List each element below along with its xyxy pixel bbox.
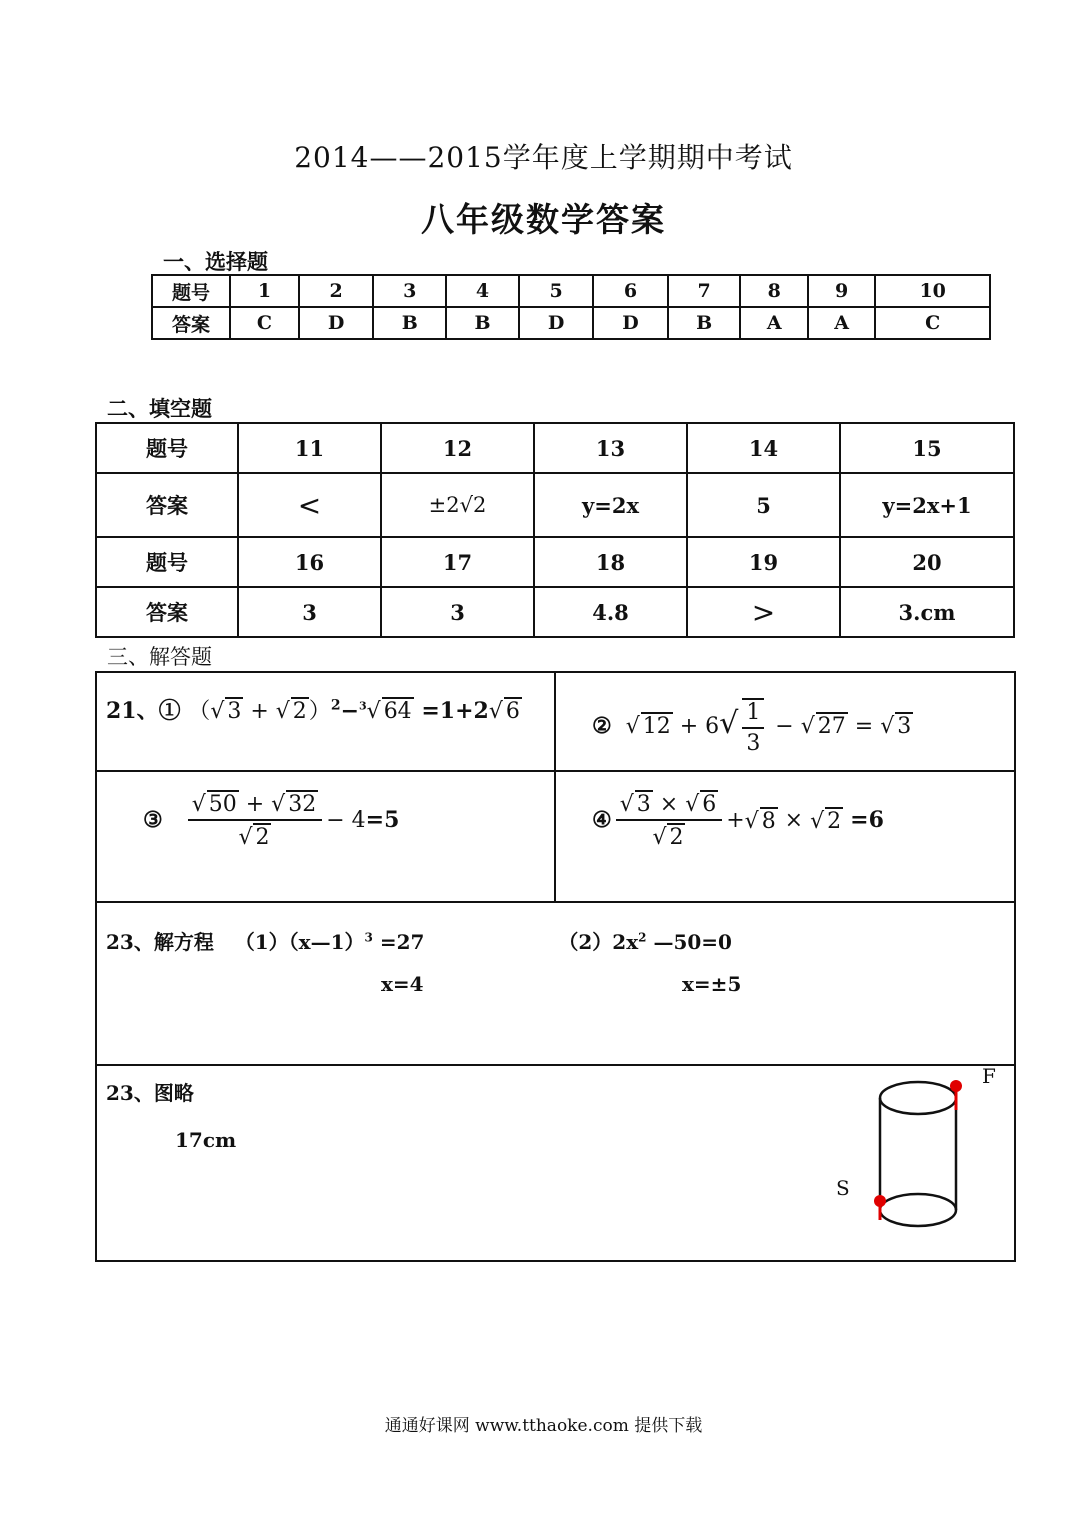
- choice-ans: D: [593, 307, 667, 339]
- fill-answer-row-1: [96, 473, 1014, 537]
- fill-number-row-2: [96, 537, 1014, 587]
- choice-answer-row: [152, 307, 990, 339]
- choice-ans: A: [740, 307, 807, 339]
- cylinder-figure: [860, 1070, 970, 1240]
- choice-num: 9: [808, 275, 875, 307]
- point-f: [950, 1080, 962, 1092]
- choice-num: 6: [593, 275, 667, 307]
- fill-ans: 4.8: [534, 587, 687, 637]
- choice-num: 7: [668, 275, 741, 307]
- q21-3-mark: ③: [143, 807, 163, 833]
- q23b-label: 23、图略: [106, 1081, 194, 1105]
- fill-num: 15: [840, 423, 1014, 473]
- fill-num: 16: [238, 537, 381, 587]
- fill-ans: 3: [381, 587, 534, 637]
- section3-heading: 三、解答题: [107, 645, 212, 669]
- choice-ans: B: [373, 307, 446, 339]
- fill-num: 12: [381, 423, 534, 473]
- choice-num: 10: [875, 275, 990, 307]
- fill-ans: 3.cm: [840, 587, 1014, 637]
- choice-ans: D: [519, 307, 593, 339]
- q21-2: ② √ 12 + 6√ $\frac{1}{3}$ − √ 27 = √ 3: [592, 700, 912, 756]
- divider: [95, 1064, 1016, 1066]
- choice-num: 3: [373, 275, 446, 307]
- q21-3-result: =5: [365, 807, 400, 833]
- section1-heading: 一、选择题: [163, 249, 268, 274]
- divider: [95, 901, 1016, 903]
- fill-ans: 5: [687, 473, 840, 537]
- fill-answer-row-2: [96, 587, 1014, 637]
- section2-heading: 二、填空题: [107, 396, 212, 421]
- footer-credit: 通通好课网 www.tthaoke.com 提供下载: [384, 1416, 703, 1436]
- fill-ans: y=2x+1: [840, 473, 1014, 537]
- choice-ans: C: [230, 307, 299, 339]
- choice-ans: D: [299, 307, 373, 339]
- fill-ans: 3: [238, 587, 381, 637]
- divider: [95, 770, 1016, 772]
- label-s: S: [836, 1176, 850, 1200]
- fill-ans: ±2√2: [381, 473, 534, 537]
- q21-prefix: 21、①: [106, 698, 181, 724]
- fill-num: 14: [687, 423, 840, 473]
- q23a-part2: （2）2x: [558, 930, 639, 954]
- fill-table: [95, 422, 1015, 638]
- choice-table: [151, 274, 991, 340]
- label-f: F: [982, 1064, 996, 1088]
- fill-num: 18: [534, 537, 687, 587]
- answer-title: 八年级数学答案: [421, 200, 666, 239]
- choice-num-label: 题号: [152, 275, 230, 307]
- exam-title: 2014——2015学年度上学期期中考试: [294, 141, 793, 174]
- fill-num: 11: [238, 423, 381, 473]
- fill-num: 17: [381, 537, 534, 587]
- divider: [554, 671, 556, 902]
- fill-num: 13: [534, 423, 687, 473]
- choice-ans: B: [668, 307, 741, 339]
- q21-4: ④ $\frac{√ 3 \times √ 6}{√ 2}$ + √ 8 × √ 2 =6: [592, 792, 884, 850]
- q23a-answer-1: x=4: [381, 972, 424, 996]
- q23a-part2-exp: 2: [638, 930, 647, 945]
- q21-2-mark: ②: [592, 713, 612, 739]
- q21-4-mark: ④: [592, 807, 612, 833]
- choice-num: 8: [740, 275, 807, 307]
- choice-ans: C: [875, 307, 990, 339]
- fill-number-row-1: [96, 423, 1014, 473]
- choice-num: 2: [299, 275, 373, 307]
- choice-num: 1: [230, 275, 299, 307]
- choice-ans-label: 答案: [152, 307, 230, 339]
- q23a-part1-rhs: =27: [379, 930, 425, 954]
- q23-equations: [106, 926, 732, 955]
- q21-1-result: =1+2: [421, 698, 489, 724]
- q23a-part1: （1）（x—1）: [234, 930, 365, 954]
- point-s: [874, 1195, 886, 1207]
- fill-ans: >: [687, 587, 840, 637]
- q21-3: ③ $\frac{√ 50 + √ 32}{√ 2}$ − 4 =5: [143, 792, 400, 850]
- fill-num: 20: [840, 537, 1014, 587]
- q21-1: 21、① （√ 3 + √ 2）$^2$−$^3$√ 64 =1+2√ 6: [106, 697, 520, 724]
- choice-number-row: [152, 275, 990, 307]
- choice-ans: B: [446, 307, 519, 339]
- fill-ans-label: 答案: [96, 473, 238, 537]
- fill-ans-label: 答案: [96, 587, 238, 637]
- fill-num-label: 题号: [96, 423, 238, 473]
- q23a-part2-rhs: —50=0: [653, 930, 732, 954]
- q23a-answer-2: x=±5: [682, 972, 742, 996]
- choice-num: 5: [519, 275, 593, 307]
- fill-ans: <: [238, 473, 381, 537]
- q23a-label: 23、解方程: [106, 930, 214, 954]
- fill-ans: y=2x: [534, 473, 687, 537]
- fill-num: 19: [687, 537, 840, 587]
- choice-ans: A: [808, 307, 875, 339]
- q21-4-result: =6: [850, 807, 884, 833]
- q23a-part1-exp: 3: [364, 930, 373, 945]
- q23b-answer: 17cm: [175, 1128, 237, 1152]
- choice-num: 4: [446, 275, 519, 307]
- fill-num-label: 题号: [96, 537, 238, 587]
